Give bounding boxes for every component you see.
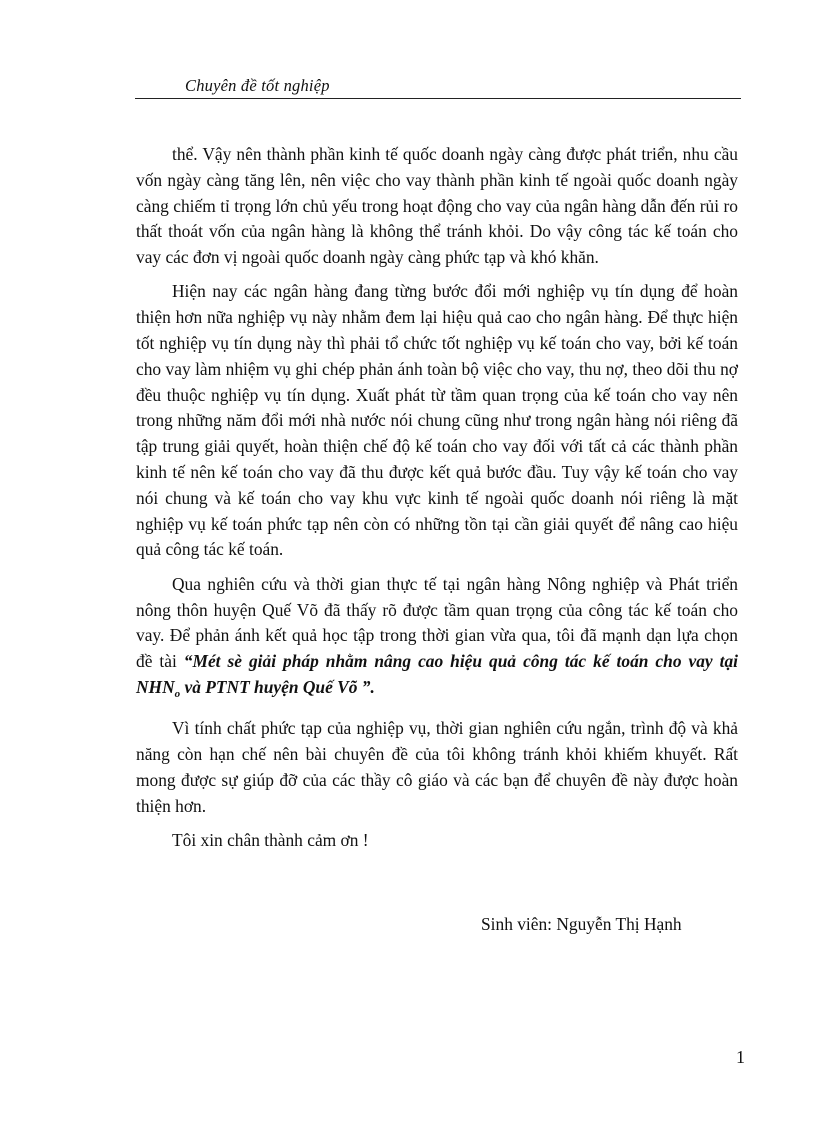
paragraph-3-intro: Qua nghiên cứu và thời gian thực tế tại ngân hàng Nông nghiệp và Phát triển nông thôn huyện Quế Võ đã thấy rõ được tầm quan trọng của công tác kế toán cho vay. Để phản ánh kết quả học tập trong thời gian vừa qua, tôi đã mạnh dạn lựa chọn đề tài (136, 573, 738, 672)
signature: Sinh viên: Nguyễn Thị Hạnh (481, 914, 682, 934)
thesis-title (136, 651, 738, 700)
header-title: Chuyên đề tốt nghiệp (185, 76, 330, 95)
paragraph-1: thể. Vậy nên thành phần kinh tế quốc doanh ngày càng được phát triển, nhu cầu vốn ngày càng tăng lên, nên việc cho vay thành phần kinh tế ngoài quốc doanh ngày càng chiếm tỉ trọng lớn chủ yếu trong hoạt động cho vay của ngân hàng dẫn đến rủi ro thất thoát vốn của ngân hàng là không thể tránh khỏi. Do vậy công tác kế toán cho vay các đơn vị ngoài quốc doanh ngày càng phức tạp và khó khăn. (136, 144, 738, 268)
page-number: 1 (736, 1047, 745, 1067)
thesis-title-part-a: “Mét sè giải pháp nhằm nâng cao hiệu quả công tác kế toán cho vay tại NHN (136, 651, 738, 697)
paragraph-3 (136, 572, 738, 708)
page-header (135, 76, 741, 99)
paragraph-4: Vì tính chất phức tạp của nghiệp vụ, thời gian nghiên cứu ngắn, trình độ và khả năng còn hạn chế nên bài chuyên đề của tôi không tránh khỏi khiếm khuyết. Rất mong được sự giúp đỡ của các thầy cô giáo và các bạn để chuyên đề này được hoàn thiện hơn. (136, 718, 738, 816)
paragraph-5: Tôi xin chân thành cảm ơn ! (172, 829, 369, 850)
thesis-title-part-b: và PTNT huyện Quế Võ ”. (180, 676, 375, 697)
paragraph-2: Hiện nay các ngân hàng đang từng bước đổi mới nghiệp vụ tín dụng để hoàn thiện hơn nữa nghiệp vụ này nhằm đem lại hiệu quả cao cho ngân hàng. Để thực hiện tốt nghiệp vụ tín dụng này thì phải tổ chức tốt nghiệp vụ kế toán cho vay, bởi kế toán cho vay làm nhiệm vụ ghi chép phản ánh toàn bộ việc cho vay, thu nợ, theo dõi thu nợ đều thuộc nghiệp vụ tín dụng. Xuất phát từ tầm quan trọng của kế toán cho vay nên trong những năm đổi mới nhà nước nói chung cũng như trong ngân hàng nói riêng đã tập trung giải quyết, hoàn thiện chế độ kế toán cho vay đối với tất cả các thành phần kinh tế nên kế toán cho vay đã thu được kết quả bước đầu. Tuy vậy kế toán cho vay nói chung và kế toán cho vay khu vực kinh tế ngoài quốc doanh nói riêng là mặt nghiệp vụ kế toán phức tạp nên còn có những tồn tại cần giải quyết để nâng cao hiệu quả công tác kế toán. (136, 281, 738, 560)
body-text (136, 142, 738, 862)
thesis-title-subscript: o (174, 687, 181, 700)
